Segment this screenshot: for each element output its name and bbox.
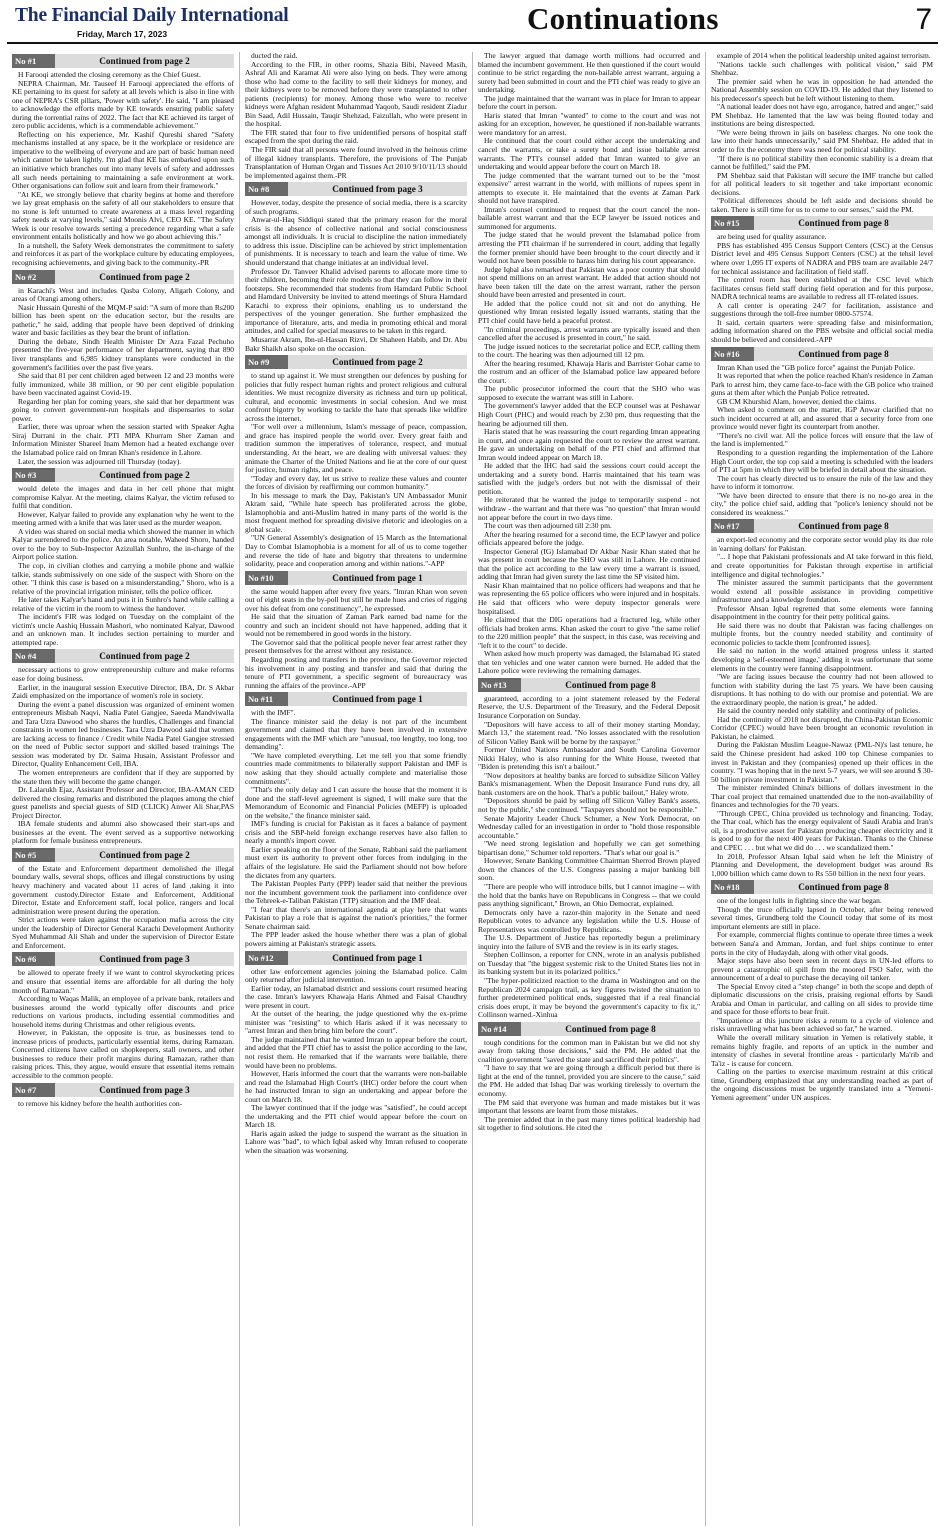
article-number: No #15 [711, 216, 754, 230]
article-paragraph: "In criminal proceedings, arrest warrants are typically issued and then cancelled after the accused is presented in court," he said. [478, 324, 700, 343]
article-paragraph: The control room has been established at the CSC level which facilitates census field staff during field operation and for this purpose, NADRA technical teams are available to redress all IT-related issues. [711, 275, 933, 302]
article [12, 1083, 234, 1109]
article-header [245, 355, 467, 369]
article-paragraph: Regarding posting and transfers in the province, the Governor rejected his involvement in any posting and transfer and said that during the tenure of PTI government, a specific segment of bureaucracy was running the affairs of the province.-APP [245, 655, 467, 690]
article-paragraph: Nasir Hussain Qureshi of the MQM-P said: "A sum of more than Rs200 billion has been spent on the education sector, but the results are pathetic," he said, adding that people have been deprived of drinking water and basic facilities as they bear the brunt of inflation. [12, 302, 234, 338]
article-paragraph: While the overall military situation in Yemen is relatively stable, it remains highly fragile, and reports of an uptick in the number and intensity of clashes in several frontline areas - particularly Ma'rib and Ta'iz - is cause for concern. [711, 1032, 933, 1068]
article-paragraph: Anwar-ul-Haq Siddiqui stated that the primary reason for the moral crisis is the absence of collective national and social consciousness amongst all individuals. It is crucial to discipline the nation immediately to address this issue. Discipline can be achieved by strict implementation of punishments. It is necessary to teach and learn the value of time. We should understand that change initiates at an individual level. [245, 215, 467, 268]
article-paragraph: He added that the IHC had said the sessions court could accept the undertaking and a surety bond. Harris maintained that his team was satisfied with the judge's orders but not with the dismissal of their petition. [478, 461, 700, 496]
article-paragraph: He added that the police could not sit and not do anything. He questioned why Imran resisted legally issued warrants, stating that the PTI chief could have held a peaceful protest. [478, 298, 700, 325]
article-paragraph: The lawyer continued that if the judge was "satisfied", he could accept the undertaking and the PTI chief would appear before the court on March 18. [245, 1103, 467, 1130]
article-paragraph: He continued that the court could either accept the undertaking and cancel the warrants, or take a surety bond and issue bailable arrest warrants. The PTI's counsel added that Imran wanted to give an undertaking and would appear before the court on March 18. [478, 136, 700, 172]
article-paragraph: "There are people who will introduce bills, but I cannot imagine -- with the hold that the banks have on Republicans in Congress -- that we could pass anything significant," Brown, an Ohio Democrat, explained. [478, 881, 700, 909]
article-paragraph: When asked how much property was damaged, the Islamabad IG stated that ten vehicles and one water cannon were burned. He added that the Lahore police were reviewing the remaining damages. [478, 649, 700, 676]
article-paragraph: Though the truce officially lapsed in October, after being renewed several times, Grundberg told the Council today that some of its most important elements are still in place. [711, 904, 933, 931]
article-paragraph: "... I hope that Pakistani professionals and AI take forward in this field, and create opportunities for Pakistan through expertise in artificial intelligence and digital technologies." [711, 552, 933, 579]
article-paragraph: He claimed that the DIG operations had a fractured leg, while other officials had broken arms. Khan asked the court to give "the same relief to the 220 million people" that the suspect, in this case, was receiving and "left it to the court" to decide. [478, 615, 700, 650]
article-paragraph: The cop, in civilian clothes and carrying a mobile phone and walkie talkie, stands submissively on one side of the suspect with Shoro on the other. "I think this case is based on a misunderstanding," Shoro, who is a relative of the provincial irrigation minister, tells the police officer. [12, 560, 234, 596]
article-paragraph: However, Kalyar failed to provide any explanation why he went to the meeting armed with a knife that was later used as the murder weapon. [12, 509, 234, 528]
article-paragraph: Inspector General (IG) Islamabad Dr Akbar Nasir Khan stated that he was present in court because the SHO was still in Lahore. He continued that the police act according to the law every time a warrant is issued, adding that Imran had given surety the last time the SP visited him. [478, 546, 700, 582]
article-paragraph: However, today, despite the presence of social media, there is a scarcity of such programs. [245, 198, 467, 216]
column-2 [240, 52, 473, 1526]
article-paragraph: Professor Dr. Tanveer Khalid advised parents to allocate more time to their children, becoming their role models so that they can follow in their footsteps. She recommended that students from Hamdard Public School and Hamdard University be invited to attend meetings of Shura Hamdard Karachi to express their opinions, enabling us to understand the perspectives of the younger generation. She further emphasized the importance of literature, arts, and media in promoting ethical and moral attitudes, and called for special measures to be taken in this regard. [245, 266, 467, 336]
article-paragraph: In a nutshell, the Safety Week demonstrates the commitment to safety and reinforces it as part of the workplace culture by educating employees, recognising achievements, and giving back to the community.-PR [12, 240, 234, 268]
article-number: No #13 [478, 678, 521, 692]
article-paragraph: be allowed to operate freely if we want to control skyrocketing prices and ensure that essential items are affordable for all during the holy month of Ramazan." [12, 968, 234, 995]
article-number: No #5 [12, 848, 55, 862]
article-paragraph: However, Senate Banking Committee Chairman Sherrod Brown played down the chances of the U.S. Congress passing a major banking bill soon. [478, 856, 700, 883]
article-paragraph: The PM said that everyone was human and made mistakes but it was important that lessons are learnt from those mistakes. [478, 1097, 700, 1116]
article-paragraph: Former United Nations Ambassador and South Carolina Governor Nikki Haley, who is also running for the White House, tweeted that "Biden is pretending this isn't a bailout." [478, 745, 700, 772]
article-paragraph: The judge maintained that he wanted Imran to appear before the court, and added that the PTI chief has to assist the police according to the law, not resist them. He remarked that if the warrants were bailable, there would have been no problems. [245, 1034, 467, 1070]
article-paragraph: In 2018, Professor Ahsan Iqbal said when he left the Ministry of Planning and Development, the development budget was around Rs 1,000 billion which came down to Rs 550 billion in the next four years. [711, 851, 933, 878]
article-paragraph: The judge issued notices to the secretariat police and ECP, calling them to the court. The hearing was then adjourned till 12 pm. [478, 341, 700, 360]
article-header [711, 519, 933, 533]
article-paragraph: The Governor said that the political people never fear arrest rather they present themselves for the arrest without any resistance. [245, 637, 467, 656]
article-paragraph: At the outset of the hearing, the judge questioned why the ex-prime minister was "resisting" to which Haris asked if it was necessary to "arrest Imran and then bring him before the court". [245, 1009, 467, 1036]
newspaper-name: The Financial Daily International [15, 5, 289, 26]
article-number: No #18 [711, 880, 754, 894]
article-paragraph: The FIR stated that four to five unidentified persons of hospital staff escaped from the spot during the raid. [245, 127, 467, 146]
article-paragraph: NEPRA Chairman, Mr. Tauseef H Farooqi appreciated the efforts of KE pertaining to its quest for safety at all levels which is also in line with one of NEPRA's CSR pillars, 'Power with safety'. He said, "I am pleased to acknowledge the efforts made by KE towards ensuring public safety during the torrential rains of 2022. The fact that KE achieved its target of zero public accidents, which is a commendable achievement." [12, 78, 234, 131]
continued-from-label: Continued from page 8 [754, 347, 933, 361]
article-number: No #7 [12, 1083, 55, 1097]
article [245, 52, 467, 180]
continued-from-label: Continued from page 8 [521, 1022, 700, 1036]
article-paragraph: guaranteed, according to a joint statement released by the Federal Reserve, the U.S. Department of the Treasury, and the Federal Deposit Insurance Corporation on Sunday. [478, 693, 700, 721]
article-paragraph: The court has clearly directed us to ensure the rule of the law and they have to inform it tomorrow. [711, 473, 933, 492]
article-paragraph: The minister reminded China's billions of dollars investment in the Thar coal project that remained unattended due to the non-availability of finances and technologies for the 70 years. [711, 783, 933, 810]
article-paragraph: Musarrat Akram, Ibn-ul-Hassan Rizvi, Dr Shaheen Habib, and Dr. Abu Bakr Shaikh also spoke on the occasion. [245, 334, 467, 353]
article [245, 692, 467, 948]
article-paragraph: The premier said when he was in opposition he had attended the National Assembly session on COVID-19. He added that they listened to his predecessor's speech but he left without listening to them. [711, 76, 933, 103]
article-paragraph: He said the country needed only stability and continuity of policies. [717, 706, 921, 716]
continued-from-label: Continued from page 3 [55, 952, 234, 966]
article-paragraph: "There's no civil war. All the police forces will ensure that the law of the land is implemented." [711, 430, 933, 449]
article-paragraph: IMF's funding is crucial for Pakistan as it faces a balance of payment crisis and the SBP-held foreign exchange reserves have also fallen to nearly a month's import cover. [245, 819, 467, 846]
article-paragraph: According to the FIR, in other rooms, Shazia Bibi, Naveed Masih, Ashraf Ali and Karamat Ali were also lying on beds. They were among those who had come to the facility to sell their kidneys for money, and their kidneys were to be removed before they were transplanted to other patients (recipients) for money. Among those who were to receive kidneys were Afghan resident Muhammad Yaqoob, Saudi resident Ziadur Bin Saad, Adil Hussain, Tauqir Shehzad, Faizullah, who were present in the hospital. [245, 59, 467, 129]
article-paragraph: However, in Pakistan, the opposite is true, as businesses tend to increase prices of products, particularly essential items, during Ramazan. Concerned citizens have called on shopkeepers, stall owners, and other businesses to reduce their profit margins during Ramazan, rather than raising prices. This, they argue, would ensure that essential items remain accessible to the common people. [12, 1028, 234, 1080]
article-paragraph: He said there was no doubt that Pakistan was facing challenges on multiple fronts, but the country needed stability and continuity of economic policies to tackle them [confronted issues]. [711, 620, 933, 647]
article-header [711, 880, 933, 894]
article [711, 216, 933, 344]
article-header [12, 649, 234, 663]
article-paragraph: "We have completed everything. Let me tell you that some friendly countries made commitments to bilaterally support Pakistan and IMF is now asking that they should actually complete and materialise those commitments". [245, 750, 467, 786]
article-paragraph: Responding to a question regarding the implementation of the Lahore High Court order, the top cop said a meeting is scheduled with the leaders of PTI at 5pm in which they will be briefed in detail about the situation. [711, 447, 933, 475]
article-paragraph: Judge Iqbal also remarked that Pakistan was a poor country that should not spend millions on an arrest warrant. He added that action should not have been taken till the date on the arrest warrant, rather the person should have been arrested and presented in court. [478, 264, 700, 300]
article-paragraph: with the IMF". [251, 708, 296, 718]
article-paragraph: "Today and every day, let us strive to realize these values and counter the forces of division by reaffirming our common humanity." [245, 473, 467, 492]
article-paragraph: He said that the situation of Zaman Park earned bad name for the country and such an incident should not have happened, adding that it would not be remembered in good words in the history. [245, 612, 467, 639]
article-paragraph: When asked to comment on the matter, IGP Anwar clarified that no such incident occurred at all, and assured that a security force from one province would never fight its counterpart from another. [711, 405, 933, 432]
article-paragraph: Regarding her plan for coming years, she said that her department was going to convert government-run hospitals and dispensaries to solar power. [12, 396, 234, 423]
article-number: No #8 [245, 182, 288, 196]
continued-from-label: Continued from page 3 [55, 1083, 234, 1097]
article [245, 571, 467, 691]
article-paragraph: "That's the only delay and I can assure the house that the moment it is done and the staff-level agreement is signed, I will make sure that the Memorandum of Economic and Financial Policies (MEFP) is uploaded on the website," the finance minister said. [245, 785, 467, 820]
article-header [245, 182, 467, 196]
article-paragraph: According to Waqas Malik, an employee of a private bank, retailers and businesses around the world typically offer discounts and price reductions on various products, including essential commodities and household items during Christmas and other religious events. [12, 994, 234, 1029]
article-paragraph: IBA female students and alumni also showcased their start-ups and businesses at the event. The event served as a supportive networking platform for female business entrepreneurs. [12, 819, 234, 846]
article [12, 952, 234, 1080]
article-paragraph: The judge commented that the warrant turned out to be the "most expensive" arrest warrant in the world, with millions of rupees spent in attempts to execute it. He maintained that the events at Zaman Park should not have transpired. [478, 170, 700, 206]
article-number: No #17 [711, 519, 754, 533]
article-paragraph: "We need strong legislation and hopefully we can get something bipartisan done," Schumer told reporters. "That's what our goal is." [478, 839, 700, 857]
column-4 [706, 52, 938, 1526]
article-paragraph: He reiterated that he wanted the judge to temporarily suspend - not withdraw - the warrant and that there was "no question" that Imran would not appear before the court in two days time. [478, 495, 700, 522]
article-paragraph: Earlier, in the inaugural session Executive Director, IBA, Dr. S Akbar Zaidi emphasized on the importance of women's role in society. [12, 682, 234, 701]
article-paragraph: are being used for quality assurance. [717, 232, 827, 242]
continued-from-label: Continued from page 1 [288, 951, 467, 965]
article-paragraph: The Pakistan Peoples Party (PPP) leader said that neither the previous nor the incumbent government took the parliament into confidence over the Tehreek-e-Taliban Pakistan (TTP) situation and the IMF deal. [245, 879, 467, 906]
article-header [245, 692, 467, 706]
article-paragraph: The judge maintained that the warrant was in place for Imran to appear before the court in person. [478, 93, 700, 112]
article-paragraph: The judge stated that he would prevent the Islamabad police from arresting the PTI chairman if he surrendered in court, adding that legally the former premier should have been brought to the court directly and it would not have been possible to harass him during his court appearance. [478, 230, 700, 266]
article-header [12, 848, 234, 862]
continued-from-label: Continued from page 8 [754, 216, 933, 230]
article [245, 951, 467, 1156]
continued-from-label: Continued from page 1 [288, 571, 467, 585]
article [12, 468, 234, 647]
article-header [711, 347, 933, 361]
article [245, 355, 467, 569]
article-paragraph: to stand up against it. We must strengthen our defences by pushing for policies that fully respect human rights and protect religious and cultural identities. We must recognize diversity as richness and turn up political, cultural, and economic investments in social cohesion. And we must confront bigotry by working to tackle the hate that spreads like wildfire across the internet. [245, 371, 467, 423]
article-paragraph: Earlier speaking on the floor of the Senate, Rabbani said the parliament must exert its authority to prevent other forces from indulging in the affairs of the legislature. He said the Parliament should not bow before the dictates from any quarters. [245, 844, 467, 880]
article-header [12, 1083, 234, 1097]
article [711, 52, 933, 214]
article-number: No #4 [12, 649, 55, 663]
article-paragraph: The FIR said that all persons were found involved in the heinous crime of illegal kidney transplants. Therefore, the provisions of The Punjab Transplantation of Human Organ and Tissues Act 2010 9/10/11/13 should be implemented against them.-PR [245, 145, 467, 180]
article-header [12, 468, 234, 482]
continued-from-label: Continued from page 2 [55, 848, 234, 862]
continued-from-label: Continued from page 1 [288, 692, 467, 706]
article-header [12, 270, 234, 284]
article-paragraph: Haris again asked the judge to suspend the warrant as the situation in Lahore was "bad", to which Iqbal asked why Imran refused to cooperate when the situation was worsening. [245, 1128, 467, 1155]
article-paragraph: to remove his kidney before the health authorities con- [18, 1098, 183, 1108]
article [478, 1022, 700, 1133]
article-paragraph: Later, the session was adjourned till Thursday (today). [18, 456, 182, 466]
article-header [478, 678, 700, 692]
article-paragraph: A call center is operating 24/7 for facilitation, assistance and suggestions through the toll-free number 0800-57574. [711, 300, 933, 319]
article-paragraph: The PPP leader asked the house whether there was a plan of global powers aiming at Pakistan's strategic assets. [245, 930, 467, 948]
article-paragraph: "We are facing issues because the country had not been allowed to function with stability during the last 75 years. We have been causing disruptions. It has nothing to do with our promise and potential. We are the extraordinary people, the nation is great," he added. [711, 672, 933, 707]
article-paragraph: "I fear that there's an international agenda at play here that wants Pakistan to play a role that is against the nation's priorities," the former Senate chairman said. [245, 904, 467, 931]
article-paragraph: Haris stated that Imran "wanted" to come to the court and was not asking for an exception, however, he questioned if non-bailable warrants were mandatory for an arrest. [478, 110, 700, 137]
article-paragraph: "Through CPEC, China provided us technology and financing. Today, the Thar coal, which has the energy equivalent of Saudi Arabia and Iran's oil, is a productive asset for Pakistan producing cheaper electricity and it is good to go for the next 400 years for Pakistan. Thanks to the Chinese and CPEC . . . but what we did do . . . we scandalized them." [711, 808, 933, 853]
article-paragraph: For example, commercial flights continue to operate three times a week between Sana'a and Amman, Jordan, and fuel ships continue to enter ports in the city of Hudaydah, along with other vital goods. [711, 930, 933, 957]
article-paragraph: Reflecting on his experience, Mr. Kashif Qureshi shared "Safety mechanisms installed at any space, be it the workplace or residence are imperative to the wellbeing of everyone and are part of basic human need which cannot be taken lightly. I'm glad that KE has embarked upon such an initiative which branches out into many levels of safety and addresses all such needs pertaining to maintaining a safe environment at work. Other organisations can follow suit and learn from their framework." [12, 129, 234, 191]
article-paragraph: The government's lawyer added that the ECP counsel was at Peshawar High Court (PHC) and would reach by 2:30 pm, thus requesting that the hearing be adjourned till then. [478, 401, 700, 428]
article-paragraph: Stephen Collinson, a reporter for CNN, wrote in an analysis published on Tuesday that "the biggest systemic risk to the United States lies not in its banking system but in its polarized politics." [478, 950, 700, 977]
article-paragraph: "For well over a millennium, Islam's message of peace, compassion, and grace has inspired people the world over. Every great faith and tradition summon the imperatives of tolerance, respect, and mutual understanding. At the heart, we are dealing with universal values: they animate the Charter of the United Nations and lie at the core of our quest for justice, human rights, and peace. [245, 422, 467, 475]
article-number: No #3 [12, 468, 55, 482]
article-paragraph: The court was then adjourned till 2:30 pm. [484, 521, 612, 531]
article-paragraph: PM Shehbaz said that Pakistan will secure the IMF tranche but called for all political leaders to sit together and take important economic decisions. [711, 170, 933, 197]
article-paragraph: tough conditions for the common man in Pakistan but we did not shy away from taking those decisions," said the PM. He added that the coalition government "saved the state and sacrificed their politics". [478, 1037, 700, 1064]
article-paragraph: Had the continuity of 2018 not disrupted, the China-Pakistan Economic Corridor (CPEC) would have been brought an economic revolution in Pakistan, he claimed. [711, 714, 933, 741]
article-header [12, 54, 234, 68]
article-paragraph: "We have been directed to ensure that there is no no-go area in the city," the police chief said, adding that "police's leniency should not be considered its weakness." [711, 490, 933, 517]
continued-from-label: Continued from page 8 [754, 519, 933, 533]
continued-from-label: Continued from page 2 [55, 54, 234, 68]
article-paragraph: The women entrepreneurs are confident that if they are supported by the state then they will become the game changer. [12, 768, 234, 786]
article [711, 880, 933, 1102]
section-title: Continuations [527, 1, 719, 36]
article-paragraph: "A national leader does not have ego, arrogance, hatred and anger," said PM Shehbaz. He lamented that the law was being flouted today and institutions are being disrespected. [711, 102, 933, 129]
article-paragraph: "Depositors will have access to all of their money starting Monday, March 13," the statement read. "No losses associated with the resolution of Silicon Valley Bank will be borne by the taxpayer." [478, 719, 700, 746]
article [711, 347, 933, 518]
article-paragraph: She said that 81 per cent children aged between 12 and 23 months were fully immunized, while 38 million, or 90 per cent eligible population have been vaccinated against Covid-19. [12, 371, 234, 398]
article-paragraph: The premier added that in the past many times political leadership had sit together to find solutions. He cited the [478, 1114, 700, 1133]
article-header [245, 951, 467, 965]
article-paragraph: After the hearing resumed, Khawaja Haris and Barrister Gohar came to the rostrum and an officer of the Islamabad police law appeared before the court. [478, 358, 700, 385]
article-paragraph: "Impatience at this juncture risks a return to a cycle of violence and risks unravelling what has been achieved so far," he warned. [711, 1015, 933, 1034]
article-paragraph: The Special Envoy cited a "step change" in both the scope and depth of diplomatic discussions on the crisis, praising regional efforts by Saudi Arabia and Oman in particular, and calling on all sides to provide time and space for those efforts to bear fruit. [711, 981, 933, 1017]
article-paragraph: H Farooqi attended the closing ceremony as the Chief Guest. [18, 70, 201, 79]
article-paragraph: The U.S. Department of Justice has reportedly begun a preliminary inquiry into the failure of SVB and the review is in its early stages. [478, 933, 700, 951]
article-paragraph: In his message to mark the Day, Pakistan's UN Ambassador Munir Akram said, "While hate speech has proliferated across the globe, Islamophobia and anti-Muslim hatred in many parts of the world is the most frequent method for spreading divisive rhetoric and ideologies on a global scale. [245, 490, 467, 534]
article-paragraph: of the Estate and Enforcement department demolished the illegal boundary walls, several shops, offices and illegal constructions by using heavy machinery and vacated about 11 acres of land ,taking it into government custody.Director Estate and Enforcement, Additional Director, Estate and Enforcement staff, local police, rangers and local administration were present during the operation. [12, 863, 234, 916]
article-number: No #16 [711, 347, 754, 361]
column-3 [473, 52, 706, 1526]
article-paragraph: Nasir Khan maintained that no police officers had weapons and that he was representing the 65 police officers who were injured and in hospitals. He said that officers who were deputy inspector generals were hospitalised. [478, 580, 700, 616]
article-paragraph: ducted the raid. [251, 52, 298, 60]
article-paragraph: "The hyper-politicized reaction to the drama in Washington and on the Republican 2024 campaign trail, as key figures twisted the situation to further predetermined political ends, suggested that if a real financial crisis does erupt, it may be beyond the government's capacity to fix it," Collinson warned.-Xinhua [478, 975, 700, 1020]
article-paragraph: "If there is no political stability then economic stability is a dream that cannot be fulfilled," said the PM. [711, 153, 933, 172]
continued-from-label: Continued from page 8 [521, 678, 700, 692]
article-paragraph: "Political differences should be left aside and decisions should be taken. There is still time for us to come to our senses," said the PM. [711, 196, 933, 214]
article-paragraph: the same would happen after every five years. "Imran Khan won seven out of eight seats in the by-poll but still he made hues and cries of rigging over his defeat from one constituency", he expressed. [245, 586, 467, 613]
article-paragraph: "UN General Assembly's designation of 15 March as the International Day to Combat Islamophobia is a moment for all of us to come together and reverse the tide of hate and bigotry that threatens to undermine solidarity, peace and cooperation among and within nations."-APP [245, 533, 467, 569]
article-paragraph: The minister assured the summit participants that the government would extend all possible assistance in providing competitive infrastructure and a knowledge foundation. [711, 578, 933, 605]
article [478, 678, 700, 1020]
article-number: No #11 [245, 692, 288, 706]
article-paragraph: Imran's counsel continued to request that the court cancel the non-bailable arrest warrant and that the ECP lawyer be issued notices and summoned for arguments. [478, 204, 700, 231]
article-paragraph: He later takes Kalyar's hand and puts it in Sunhro's hand while calling a relative of the victim in the room to witness the handover. [12, 595, 234, 613]
column-1 [7, 52, 240, 1526]
page-number: 7 [915, 3, 932, 36]
continued-from-label: Continued from page 2 [55, 649, 234, 663]
article-paragraph: During the event a panel discussion was organized of eminent women entrepreneurs Misbah Naqvi, Nadia Patel Gangjee, Saeeda Mandviwalla and Tara Uzra Dawood who shares the hurdles, Challenges and financial constraints in women led businesses. Tara Uzra Dawood said that women are lacking access to finance / Credit while Nadia Patel Gangjee stressed on the need of Public sector support and skilled based trainings The session was moderated by Dr. Saima Husain, Assistant Professor and Director, Quality Enhancement Cell, IBA. [12, 699, 234, 769]
article-paragraph: The public prosecutor informed the court that the SHO who was supposed to execute the warrant was still in Lahore. [478, 384, 700, 402]
article-number: No #9 [245, 355, 288, 369]
article-header [478, 1022, 700, 1036]
article-number: No #2 [12, 270, 55, 284]
article-paragraph: other law enforcement agencies joining the Islamabad police. Calm only returned after judicial intervention. [245, 966, 467, 985]
article-paragraph: would delete the images and data in her cell phone that might compromise Kalyar. At the meeting, claims Kalyar, the victim refused to fulfil that condition. [12, 484, 234, 511]
article-paragraph: PBS has established 495 Census Support Centers (CSC) at the Census District level and 495 Census Support Centers (CSC) at the tehsil level where over 1,095 IT experts of NADRA and PBS team are available 24/7 for technical assistance and facilitation of field staff. [711, 240, 933, 276]
article-paragraph: Imran Khan used the "GB police force" against the Punjab Police. [717, 362, 915, 372]
article-paragraph: Haris stated that he was reassuring the court regarding Imran appearing in court, and once again requested the court to review the arrest warrant. He gave an undertaking on behalf of the PTI chief and affirmed that Imran would indeed appear on March 18. [478, 427, 700, 462]
article-paragraph: "Nations tackle such challenges with political vision," said PM Shehbaz. [711, 59, 933, 78]
continued-from-label: Continued from page 2 [55, 468, 234, 482]
article-header [711, 216, 933, 230]
article-paragraph: in Karachi's West and includes Qasba Colony, Aligarh Colony, and areas of Orangi among others. [12, 285, 234, 304]
article [12, 848, 234, 950]
article-paragraph: GB CM Khurshid Alam, however, denied the claims. [717, 396, 877, 406]
article [12, 270, 234, 466]
article-paragraph: necessary actions to grow entrepreneurship culture and make reforms ease for doing business. [12, 665, 234, 683]
article-paragraph: "I have to say that we are going through a difficult period but there is light at the end of the tunnel, provided you are sincere to the cause," said the PM. He added that Ishaq Dar was working tirelessly to overturn the economy. [478, 1063, 700, 1098]
article-paragraph: He said no nation in the world attained progress unless it started developing a 'self-esteemed image,' adding it was unfortunate that some elements in the country were fanning disappointment. [711, 646, 933, 673]
article-paragraph: "We were being thrown in jails on baseless charges. No one took the law into their hands unnecessarily," said PM Shehbaz. He added that in order to fix the economy there was need for political stability. [711, 127, 933, 155]
article-number: No #1 [12, 54, 55, 68]
article-paragraph: Senate Majority Leader Chuck Schumer, a New York Democrat, on Wednesday called for an investigation in order to "hold those responsible accountable." [478, 813, 700, 840]
issue-date: Friday, March 17, 2023 [77, 29, 168, 39]
article-paragraph: It was reported that when the police reached Khan's residence in Zaman Park to arrest him, they came face-to-face with the GB police who trained guns at them after which the Punjab Police retreated. [711, 371, 933, 398]
article-header [245, 571, 467, 585]
article-paragraph: Dr. Lalarukh Ejaz, Assistant Professor and Director, IBA-AMAN CED delivered the closing remarks and distributed the plaques among the chief guest panelists and special guests of SID (CLICK) Anwer Ali Shar,PAS Project Director. [12, 785, 234, 820]
article-paragraph: After the hearing resumed for a second time, the ECP lawyer and police officials appeared before the judge. [478, 529, 700, 548]
article-paragraph: Earlier, there was uproar when the session started with Speaker Agha Siraj Durrani in the chair. PTI MPA Khurram Sher Zaman and Information Minister Shareel Inam Memon had a heated exchange over the Islamabad police raid on Imran Khan's residence in Lahore. [12, 422, 234, 457]
article-number: No #14 [478, 1022, 521, 1036]
article-paragraph: Earlier today, an Islamabad district and sessions court resumed hearing the case. Imran's lawyers Khawaja Haris Ahmed and Faisal Chaudhry were present in court. [245, 983, 467, 1010]
article-paragraph: "At KE, we strongly believe that charity begins at home and therefore we lay great emphasis on the safety of all our stakeholders to ensure that no stone is left unturned to create awareness at a mass level regarding safety needs at varying levels," said Moonis Alvi, CEO KE. "The Safety Week is our resolve towards setting a precedence regarding what a safe environment entails holistically and how we go about achieving this." [12, 189, 234, 242]
article-number: No #6 [12, 952, 55, 966]
article-paragraph: During the debate, Sindh Health Minister Dr Azra Fazal Pechuho presented the five-year performance of her department, saying that 890 liver transplants and 6,985 kidney transplants were conducted in the government's facilities over the past five years. [12, 336, 234, 372]
article [12, 649, 234, 845]
article-paragraph: "Depositors should be paid by selling off Silicon Valley Bank's assets, not by the public," she continued. "Taxpayers should not be responsible." [478, 796, 700, 815]
masthead [7, 0, 938, 44]
article-paragraph: Professor Ahsan Iqbal regretted that some elements were fanning disappointment in the country for their petty political gains. [711, 603, 933, 622]
article-columns [7, 52, 938, 1526]
continued-from-label: Continued from page 2 [288, 355, 467, 369]
continued-from-label: Continued from page 3 [288, 182, 467, 196]
article-paragraph: However, Haris informed the court that the warrants were non-bailable and read the Islamabad High Court's (IHC) order before the court when he had instructed Imran to sign an undertaking and appear before the court on March 18. [245, 1069, 467, 1104]
article-paragraph: It said, certain quarters were spreading false and misinformation, adding information shared on the PBS website and official social media should be believed and considered.-APP [711, 317, 933, 344]
continued-from-label: Continued from page 2 [55, 270, 234, 284]
article-paragraph: Major steps have also been seen in recent days in UN-led efforts to prevent a catastrophic oil spill from the moored FSO Safer, with the announcement of a deal to purchase the decaying oil tanker. [711, 956, 933, 983]
article-paragraph: an export-led economy and the corporate sector would play its due role in 'earning dollars' for Pakistan. [711, 535, 933, 553]
continued-from-label: Continued from page 8 [754, 880, 933, 894]
article [478, 52, 700, 676]
article-number: No #10 [245, 571, 288, 585]
article-paragraph: one of the longest lulls in fighting since the war began. [717, 896, 882, 906]
article-paragraph: example of 2014 when the political leadership united against terrorism. [717, 52, 931, 60]
article-paragraph: The incident's FIR was lodged on Tuesday on the complaint of the victim's uncle Aashiq Hussain Mashori, who nominated Kalyar, Dawood and an unknown man. It includes section pertaining to murder and attempted rape. [12, 612, 234, 647]
article-paragraph: The lawyer argued that damage worth millions had occurred and blamed the incumbent government. He then questioned if the court would continue to be strict regarding the non-bailable arrest warrant, arguing a surety had been submitted in court and the PTI chief was ready to give an undertaking. [478, 52, 700, 95]
article-header [12, 952, 234, 966]
article-paragraph: Calling on the parties to exercise maximum restraint at this critical time, Grundberg emphasized that any understanding reached as part of the ongoing discussions must be urgently translated into a "Yemeni-Yemeni agreement" under UN auspices. [711, 1067, 933, 1102]
article [12, 54, 234, 268]
article [711, 519, 933, 878]
article [245, 182, 467, 353]
article-paragraph: Strict actions were taken against the occupation mafia across the city under the leadership of Director General Karachi Development Authority Syed Muhammad Ali Shah and under the supervision of Director Estate and Enforcement. [12, 915, 234, 950]
article-paragraph: During the Pakistan Muslim League-Nawaz (PML-N)'s last tenure, he said the Chinese president had asked 100 top Chinese companies to invest in Pakistan and they (companies) opened up their offices in the country. "I was hoping that in the next 5-7 years, we will see around $ 30-50 billion private investment in Pakistan." [711, 740, 933, 784]
article-paragraph: Democrats only have a razor-thin majority in the Senate and need Republican votes to advance any legislation while the U.S. House of Representatives was controlled by Republicans. [478, 907, 700, 934]
article-paragraph: The finance minister said the delay is not part of the incumbent government and claimed that they have been involved in extensive engagements with the IMF which are "unusual, too lengthy, too long, too demanding". [245, 716, 467, 752]
article-number: No #12 [245, 951, 288, 965]
article-paragraph: "Now depositors at healthy banks are forced to subsidize Silicon Valley Bank's mismanagement. When the Deposit Insurance Fund runs dry, all bank customers are on the hook. That's a public bailout," Haley wrote. [478, 770, 700, 797]
article-paragraph: A video was shared on social media which showed the manner in which Kalyar surrendered to the police. An area notable, Waheed Shoro, handed over to the boy to Sub-Inspector Azizullah Sunhro, the in-charge of the Airport police station. [12, 526, 234, 562]
